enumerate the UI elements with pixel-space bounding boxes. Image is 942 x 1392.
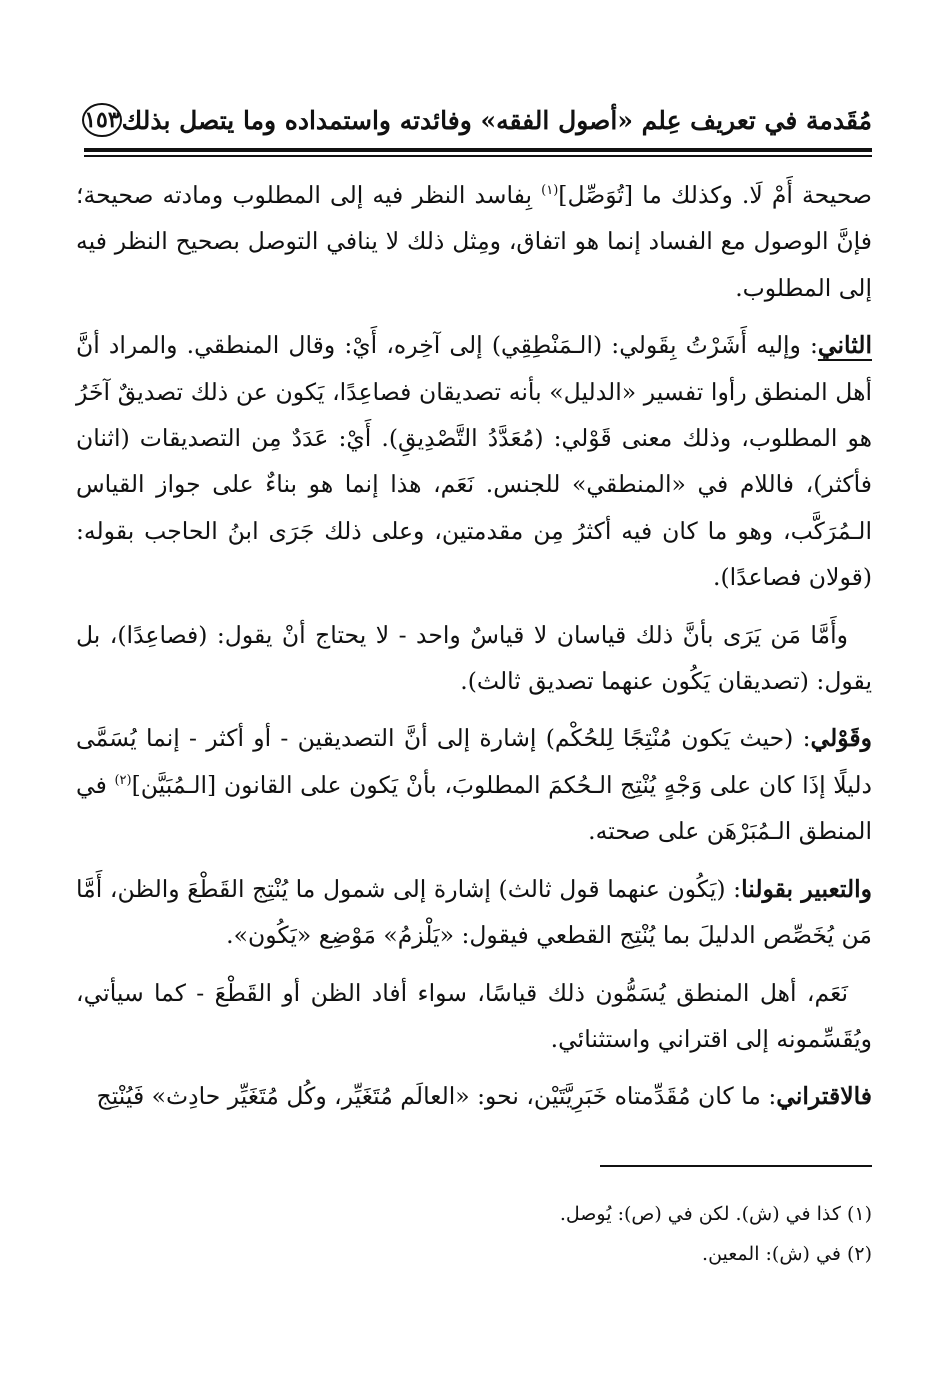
footnote-2: (٢) في (ش): المعين. <box>702 1243 872 1265</box>
header-title: مُقَدمة في تعريف عِلم «أصول الفقه» وفائدته واستمداده وما يتصل بذلك <box>121 105 872 135</box>
paragraph-2 <box>76 322 872 600</box>
page-number-badge <box>82 103 121 137</box>
paragraph-2-lead: الثاني <box>817 331 872 360</box>
footnote-ref-1: (١) <box>541 183 559 199</box>
paragraph-5 <box>76 866 872 959</box>
footnote-ref-2: (٢) <box>114 773 132 789</box>
page-number: ١٥٣ <box>84 107 120 133</box>
paragraph-3-text: وأَمَّا مَن يَرَى بأنَّ ذلك قياسان لا قياسٌ واحد - لا يحتاج أنْ يقول: (فصاعِدًا)، بل يقول: (تصديقان يَكُون عنهما تصديق ثالث). <box>76 620 872 696</box>
paragraph-7-text: : ما كان مُقَدِّمتاه خَبَرِيَّتَيْن، نحو: «العالَم مُتَغَيِّر، وكُل مُتَغَيِّر حادِث» فَيُنْتِج <box>96 1082 777 1111</box>
footnote-1: (١) كذا في (ش). لكن في (ص): يُوصل. <box>559 1203 872 1225</box>
paragraph-5-lead: والتعبير بقولنا <box>741 874 872 903</box>
paragraph-4-lead: وقَوْلي <box>810 724 872 753</box>
paragraph-2-text: : وإليه أَشَرْتُ بِقَولي: (الـمَنْطِقِي) إلى آخِره، أَيْ: وقال المنطقي. والمراد أنَّ أهل المنطق رأوا تفسير «الدليل» بأنه تصديقان فصاعِدًا، يَكون عن ذلك تصديقٌ آخَرُ هو المطلوب، وذلك معنى قَوْلي: (مُعَدَّدُ التَّصْدِيقِ). أَيْ: عَدَدٌ مِن التصديقات (اثنان فأكثر)، فاللام في «المنطقي» للجنس. نَعَم، هذا إنما هو بناءٌ على جواز القياس الـمُرَكَّب، وهو ما كان فيه أكثرُ مِن مقدمتين، وعلى ذلك جَرَى ابنُ الحاجب بقوله: (قولان فصاعدًا). <box>76 331 872 592</box>
paragraph-7 <box>76 1073 872 1119</box>
running-header <box>84 96 872 144</box>
paragraph-6 <box>76 970 872 1063</box>
paragraph-5-text: : (يَكُون عنهما قول ثالث) إشارة إلى شمول ما يُنْتِج القَطْعَ والظن، أَمَّا مَن يُخَصِّص الدليلَ بما يُنْتِج القطعي فيقول: «يَلْزمُ» مَوْضِع «يَكُون». <box>76 874 872 950</box>
paragraph-3 <box>76 612 872 705</box>
paragraph-6-text: نَعَم، أهل المنطق يُسَمُّون ذلك قياسًا، سواء أفاد الظن أو القَطْعَ - كما سيأتي، ويُقَسِّمونه إلى اقتراني واستثنائي. <box>76 978 872 1053</box>
paragraph-1 <box>76 172 872 311</box>
paragraph-1-text-b: بِفاسد النظر فيه إلى المطلوب ومادته صحيحة؛ فإنَّ الوصول مع الفساد إنما هو اتفاق، ومِثل ذلك لا ينافي التوصل بصحيح النظر فيه إلى المطلوب. <box>76 181 872 302</box>
paragraph-1-text-a: صحيحة أَمْ لَا. وكذلك ما [تُوَصِّل] <box>558 181 872 209</box>
paragraph-4 <box>76 715 872 854</box>
header-rule-thin <box>84 155 872 157</box>
header-rule-thick <box>84 148 872 152</box>
paragraph-4-text-a: : (حيث يَكون مُنْتِجًا لِلحُكْم) إشارة إلى أنَّ التصديقين - أو أكثر - إنما يُسَمَّى دليلًا إذَا كان على وَجْهٍ يُنْتِج الـحُكمَ المطلوبَ، بأنْ يَكون على القانون [الـمُبَيَّن] <box>76 724 872 799</box>
paragraph-7-lead: فالاقتراني <box>776 1082 872 1111</box>
footnote-separator <box>600 1165 872 1167</box>
paragraph-4-text-b: في المنطق الـمُبَرْهَن على صحته. <box>76 770 872 846</box>
body-text <box>76 172 872 1131</box>
footnotes <box>300 1194 872 1274</box>
